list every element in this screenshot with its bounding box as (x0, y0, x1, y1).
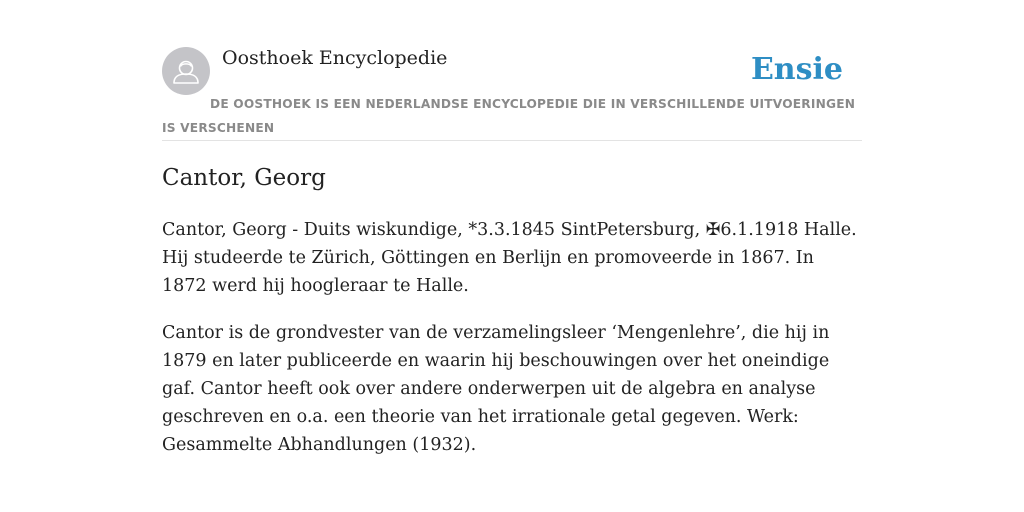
entry-paragraph: Cantor, Georg - Duits wiskundige, *3.3.1845 SintPetersburg, ✠6.1.1918 Halle. Hij studeerde te Zürich, Göttingen en Berlijn en promoveerde in 1867. In 1872 werd hij hoogleraar te Halle. (162, 220, 857, 296)
user-avatar-icon[interactable] (162, 47, 210, 95)
entry-body (162, 216, 862, 478)
source-title[interactable]: Oosthoek Encyclopedie (222, 47, 448, 69)
entry-paragraph: Cantor is de grondvester van de verzamelingsleer ‘Mengenlehre’, die hij in 1879 en later publiceerde en waarin hij beschouwingen over het oneindige gaf. Cantor heeft ook over andere onderwerpen uit de algebra en analyse geschreven en o.a. een theorie van het irrationale getal gegeven. Werk: Gesammelte Abhandlungen (1932). (162, 323, 830, 455)
user-outline-icon (162, 47, 210, 95)
brand-logo[interactable]: Ensie (750, 52, 843, 87)
source-description: DE OOSTHOEK IS EEN NEDERLANDSE ENCYCLOPEDIE DIE IN VERSCHILLENDE UITVOERINGEN IS VERSCHENEN (162, 97, 856, 135)
entry-title: Cantor, Georg (162, 165, 326, 191)
source-header (162, 40, 862, 141)
